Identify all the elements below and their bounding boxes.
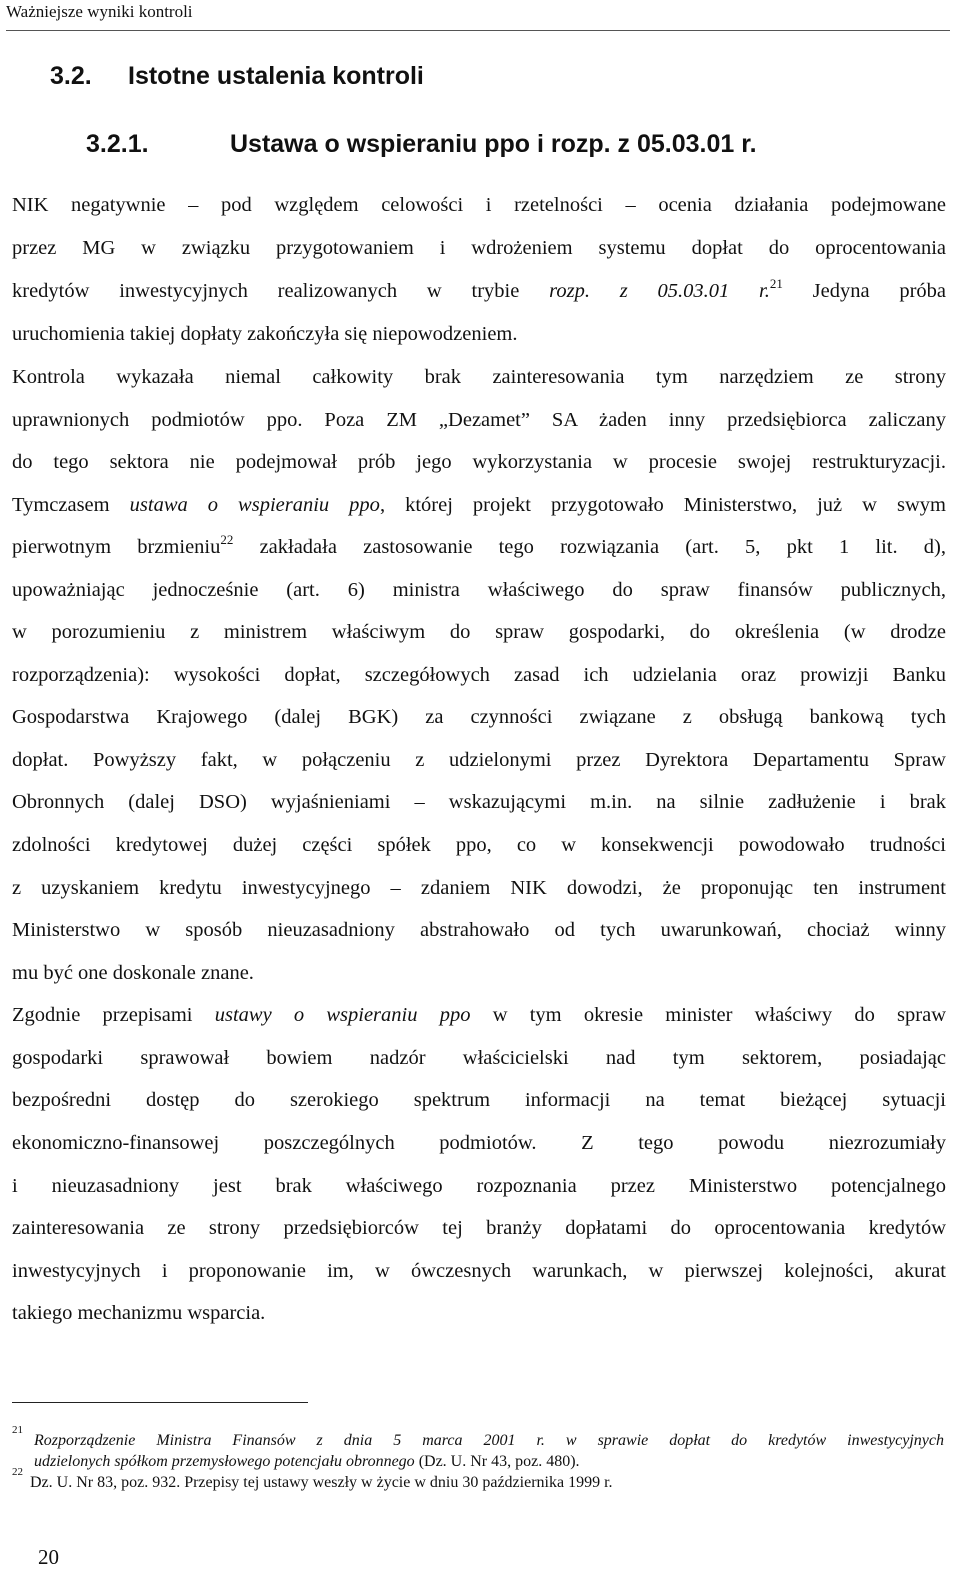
section-number: 3.2. (50, 62, 92, 90)
p2-line-9: Gospodarstwa Krajowego (dalej BGK) za czynności związane z obsługą bankową tych (12, 706, 946, 728)
p3-line-1-italic: ustawy o wspieraniu ppo (214, 1004, 471, 1026)
p2-line-3: do tego sektora nie podejmował prób jego wykorzystania w procesie swojej restrukturyzacji. (12, 451, 946, 473)
subsection-title: Ustawa o wspieraniu ppo i rozp. z 05.03.01 r. (230, 130, 757, 158)
p2-line-7: w porozumieniu z ministrem właściwym do spraw gospodarki, do określenia (w drodze (12, 621, 946, 643)
p2-line-4-a: Tymczasem (12, 494, 110, 516)
p3-line-1-a: Zgodnie przepisami (12, 1004, 193, 1026)
footnote-ref-22[interactable]: 22 (220, 532, 234, 547)
p2-line-11: Obronnych (dalej DSO) wyjaśnieniami – wskazującymi m.in. na silnie zadłużenie i brak (12, 791, 946, 813)
p3-line-3: bezpośredni dostęp do szerokiego spektrum informacji na temat bieżącej sytuacji (12, 1089, 946, 1111)
p2-line-4-italic: ustawa o wspieraniu ppo (129, 494, 380, 516)
p2-line-4-b: , której projekt przygotowało Ministerstwo, już w swym (379, 494, 946, 516)
subsection-heading (86, 130, 757, 159)
footnote-21-line-1: Rozporządzenie Ministra Finansów z dnia 5 marca 2001 r. w sprawie dopłat do kredytów inwestycyjnych (34, 1432, 944, 1449)
p2-line-13: z uzyskaniem kredytu inwestycyjnego – zdaniem NIK dowodzi, że proponując ten instrument (12, 877, 946, 899)
subsection-number: 3.2.1. (86, 130, 149, 158)
footnote-ref-21[interactable]: 21 (769, 276, 783, 291)
p2-line-14: Ministerstwo w sposób nieuzasadniony abstrahowało od tych uwarunkowań, chociaż winny (12, 919, 946, 941)
p2-line-5-b: zakładała zastosowanie tego rozwiązania (art. 5, pkt 1 lit. d), (259, 536, 946, 558)
p1-line-3-italic: rozp. z 05.03.01 r. (549, 280, 770, 302)
p2-line-8: rozporządzenia): wysokości dopłat, szczegółowych zasad ich udzielania oraz prowizji Banku (12, 664, 946, 686)
p2-line-1: Kontrola wykazała niemal całkowity brak zainteresowania tym narzędziem ze strony (12, 366, 946, 388)
p2-line-4 (12, 493, 946, 517)
footnote-21-mark: 21 (12, 1424, 23, 1436)
p2-line-12: zdolności kredytowej dużej części spółek ppo, co w konsekwencji powodowało trudności (12, 834, 946, 856)
p1-line-3-b: Jedyna próba (812, 280, 947, 302)
p3-line-1 (12, 1003, 946, 1027)
footnote-21-line-2-italic: udzielonych spółkom przemysłowego potencjału obronnego (34, 1453, 415, 1470)
p2-line-6: upoważniając jednocześnie (art. 6) ministra właściwego do spraw finansów publicznych, (12, 579, 946, 601)
footnote-21-line-2 (34, 1452, 580, 1471)
footnote-21-line-2-b: (Dz. U. Nr 43, poz. 480). (414, 1453, 580, 1470)
p2-line-10: dopłat. Powyższy fakt, w połączeniu z udzielonymi przez Dyrektora Departamentu Spraw (12, 749, 946, 771)
running-header-title: Ważniejsze wyniki kontroli (6, 2, 193, 21)
p2-line-2: uprawnionych podmiotów ppo. Poza ZM „Dezamet” SA żaden inny przedsiębiorca zaliczany (12, 409, 946, 431)
p3-line-7: inwestycyjnych i proponowanie im, w ówczesnych warunkach, w pierwszej kolejności, akurat (12, 1260, 946, 1282)
footnote-22-text: Dz. U. Nr 83, poz. 932. Przepisy tej ustawy weszły w życie w dniu 30 października 1999 r. (30, 1474, 613, 1491)
p2-line-5 (12, 532, 946, 559)
p2-line-15: mu być one doskonale znane. (12, 962, 254, 984)
footnote-22-mark: 22 (12, 1466, 23, 1478)
p1-line-3-a: kredytów inwestycyjnych realizowanych w trybie (12, 280, 520, 302)
p1-line-2: przez MG w związku przygotowaniem i wdrożeniem systemu dopłat do oprocentowania (12, 237, 946, 259)
p3-line-4: ekonomiczno-finansowej poszczególnych podmiotów. Z tego powodu niezrozumiały (12, 1132, 946, 1154)
p3-line-2: gospodarki sprawował bowiem nadzór właścicielski nad tym sektorem, posiadając (12, 1047, 946, 1069)
p3-line-6: zainteresowania ze strony przedsiębiorców tej branży dopłatami do oprocentowania kredytów (12, 1217, 946, 1239)
p1-line-3 (12, 276, 947, 303)
section-title: Istotne ustalenia kontroli (128, 62, 424, 90)
p1-line-1: NIK negatywnie – pod względem celowości i rzetelności – ocenia działania podejmowane (12, 194, 946, 216)
page-number: 20 (38, 1545, 59, 1569)
p3-line-5: i nieuzasadniony jest brak właściwego rozpoznania przez Ministerstwo potencjalnego (12, 1175, 946, 1197)
p3-line-1-b: w tym okresie minister właściwy do spraw (492, 1004, 947, 1026)
footnote-separator (12, 1402, 308, 1403)
p3-line-8: takiego mechanizmu wsparcia. (12, 1302, 266, 1324)
section-heading (50, 62, 424, 91)
p1-line-4: uruchomienia takiej dopłaty zakończyła się niepowodzeniem. (12, 323, 518, 345)
p2-line-5-a: pierwotnym brzmieniu (12, 536, 221, 558)
running-header (6, 0, 950, 31)
